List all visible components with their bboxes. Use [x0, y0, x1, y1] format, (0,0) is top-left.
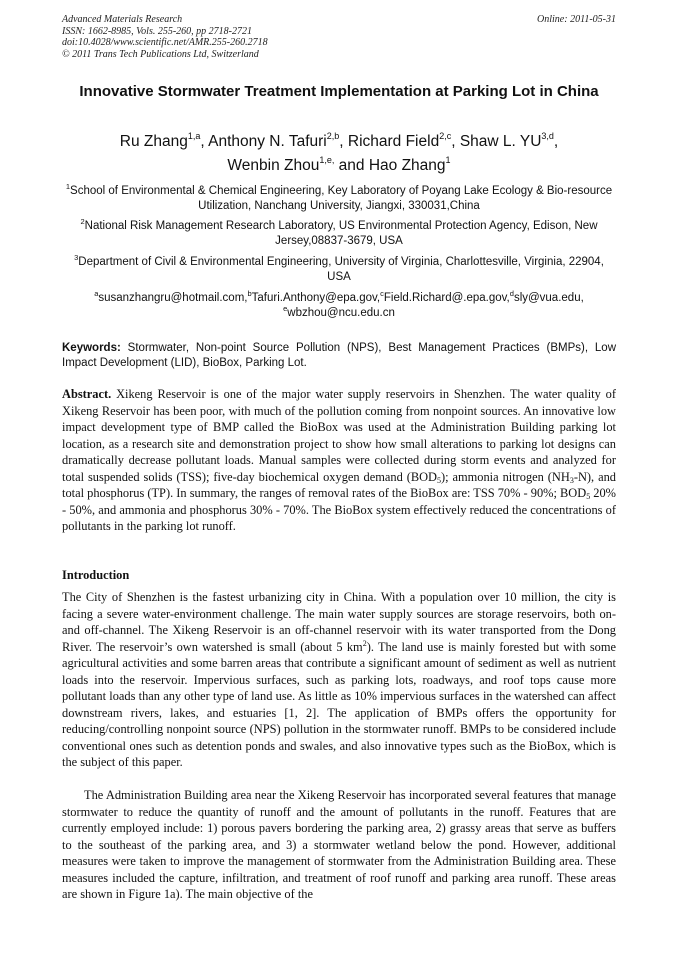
author-sup: 2,c	[439, 131, 452, 141]
online-date: Online: 2011-05-31	[537, 14, 616, 25]
abstract-label: Abstract.	[62, 387, 112, 401]
affiliation-3: $^3$Department of Civil & Environmental Engineering, University of Virginia, Charlottesville, Virginia, 22904, USA	[74, 253, 604, 283]
author-name: Hao Zhang	[368, 157, 446, 174]
keywords	[62, 341, 616, 370]
email-link[interactable]: Field.Richard@.epa.gov,	[383, 292, 510, 304]
author-name: Shaw L. YU	[459, 133, 542, 150]
affiliation-2: $^2$National Risk Management Research Laboratory, US Environmental Protection Agency, Edison, New Jersey,08837-3679, USA	[80, 217, 598, 247]
intro-paragraph-1: The City of Shenzhen is the fastest urbanizing city in China. With a population over 10 million, the city is facing a severe water-environment challenge. The main water supply sources are storage reservoirs, both on- and off-channel. The Xikeng Reservoir is an off-channel reservoir with its water transported from the Dong River. The reservoir’s own watershed is small (about 5 $km^2$). The land use is mainly forested but with some agricultural activities and some barren areas that contribute a significant amount of sediment as well as nutrient loads into the reservoir. Impervious surfaces, such as parking lots, roadways, and roof tops cause more pollutant loads than any other type of land use. As little as 10% impervious surfaces in the watershed can affect downstream rivers, lakes, and estuaries [1, 2]. The application of BMPs offers the opportunity for reducing/controlling nonpoint source (NPS) pollution in the stormwater runoff. BMPs to be considered include conventional ones such as detention ponds and swales, and also innovative types such as the BioBox, which is the subject of this paper.	[62, 590, 616, 770]
copyright-line: © 2011 Trans Tech Publications Ltd, Switzerland	[62, 48, 259, 60]
author-sup: 2,b	[326, 131, 340, 141]
email-link[interactable]: Tafuri.Anthony@epa.gov,	[251, 292, 381, 304]
email-list: $^a$susanzhangru@hotmail.com,$^b$Tafuri.Anthony@epa.gov,$^c$Field.Richard@.epa.gov,$^d$sly@vua.edu, $^e$wbzhou@ncu.edu.cn	[94, 289, 584, 319]
abstract: Abstract. Xikeng Reservoir is one of the major water supply reservoirs in Shenzhen. The water quality of Xikeng Reservoir has been poor, with much of the pollution coming from nonpoint sources. An innovative low impact development type of BMP called the BioBox was used at the Administration Building parking lot location, as a research site and demonstration project to show how small alterations to parking lot designs can dramatically decrease pollutant loads. Manual samples were collected during storm events and analyzed for total suspended solids (TSS); five-day biochemical oxygen demand $(BOD_5)$; ammonia nitrogen $(NH_3-N)$, and total phosphorus (TP). In summary, the ranges of removal rates of the BioBox are: TSS 70% - 90%; $BOD_5$ 20% - 50%, and ammonia and phosphorus 30% - 70%. The BioBox system effectively reduced the concentrations of pollutants in the parking lot runoff.	[62, 387, 617, 534]
author-name: Wenbin Zhou	[227, 157, 320, 174]
author-name: Ru Zhang	[119, 133, 188, 150]
email-link[interactable]: wbzhou@ncu.edu.cn	[287, 306, 395, 319]
journal-name: Advanced Materials Research	[62, 14, 183, 25]
keywords-label: Keywords:	[62, 342, 121, 354]
author-name: Anthony N. Tafuri	[208, 133, 327, 150]
author-name: Richard Field	[347, 133, 440, 150]
author-sup: 1	[445, 155, 451, 165]
email-link[interactable]: susanzhangru@hotmail.com,	[98, 292, 248, 304]
keywords-text: Stormwater, Non-point Source Pollution (NPS), Best Management Practices (BMPs), Low Impact Development (LID), BioBox, Parking Lot.	[62, 342, 616, 369]
author-sup: 3,d	[541, 131, 554, 141]
author-sup: 1,e,	[319, 155, 335, 165]
affiliation-1: $^1$School of Environmental & Chemical Engineering, Key Laboratory of Poyang Lake Ecology & Bio-resource Utilization, Nanchang University, Jiangxi, 330031,China	[65, 182, 613, 212]
author-list: Ru Zhang$^{1,a}$, Anthony N. Tafuri$^{2,b}$, Richard Field$^{2,c}$, Shaw L. YU$^{3,d}$, Wenbin Zhou$^{1,e,}$ and Hao Zhang$^1$	[119, 131, 559, 174]
email-link[interactable]: sly@vua.edu,	[513, 292, 584, 304]
author-sup: 1,a	[187, 131, 201, 141]
paper-title: Innovative Stormwater Treatment Implementation at Parking Lot in China	[79, 83, 599, 100]
issn-line: ISSN: 1662-8985, Vols. 255-260, pp 2718-2721	[62, 25, 252, 37]
doi-line[interactable]: doi:10.4028/www.scientific.net/AMR.255-260.2718	[62, 37, 268, 48]
intro-paragraph-2: The Administration Building area near the Xikeng Reservoir has incorporated several features that manage stormwater to reduce the quantity of runoff and the amount of pollutants in the runoff. Features that are currently employed include: 1) porous pavers bordering the parking area, 2) grassy areas that serve as buffers to the southeast of the parking area, and 3) a stormwater wetland below the pond. However, additional measures were taken to improve the management of stormwater from the Administration Building area. These measures included the capture, infiltration, and treatment of roof runoff and parking area runoff. These areas are shown in Figure 1a). The main objective of the	[62, 788, 616, 902]
introduction-heading: Introduction	[62, 568, 130, 582]
journal-header	[62, 14, 616, 60]
